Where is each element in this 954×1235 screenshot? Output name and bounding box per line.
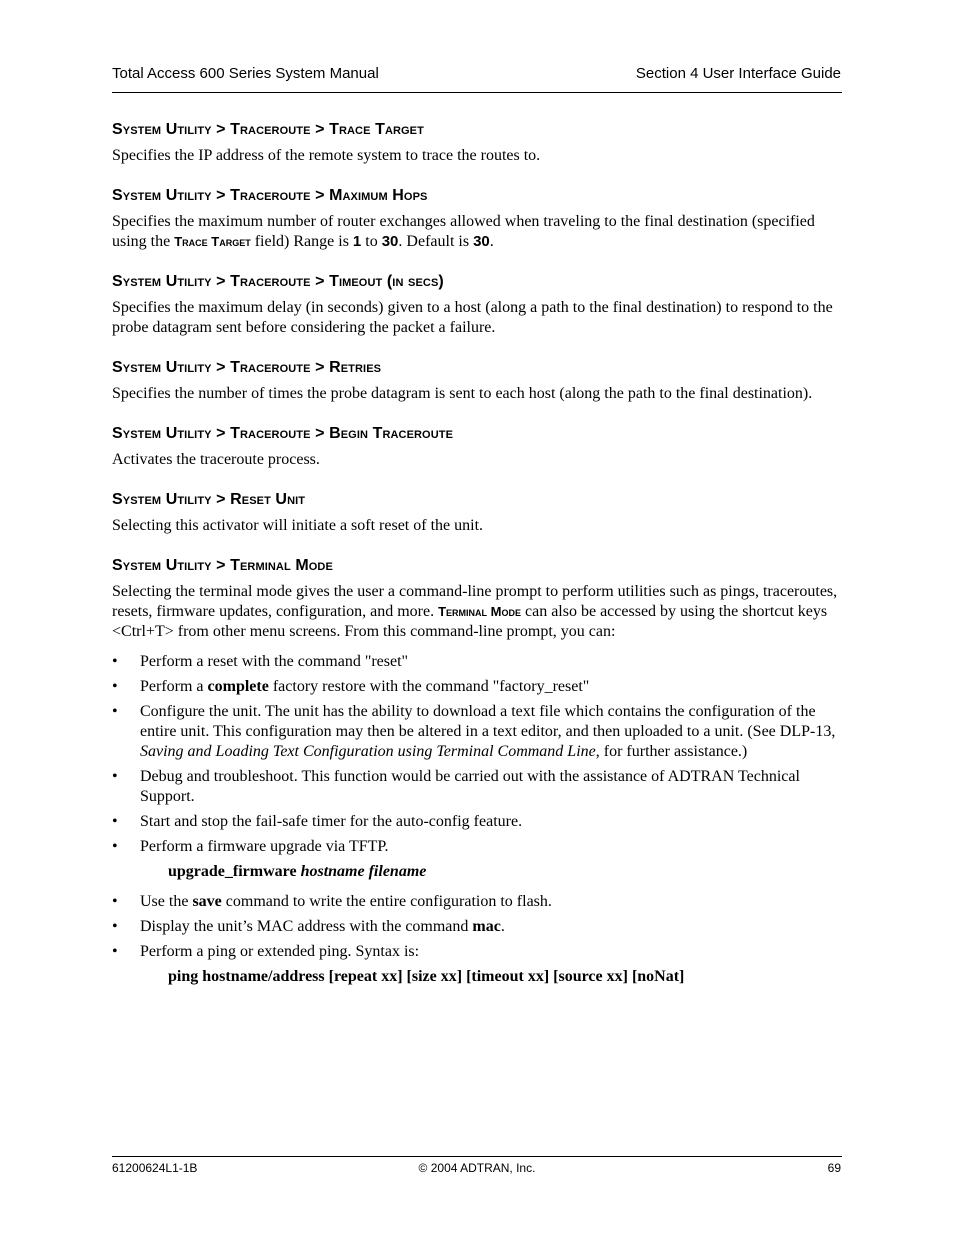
section-heading: System Utility > Reset Unit (112, 491, 306, 508)
range-max-value: 30 (381, 233, 399, 250)
section-reset-unit (112, 490, 844, 536)
document-reference: Saving and Loading Text Configuration using Terminal Command Line (140, 743, 596, 760)
ping-command-syntax: ping hostname/address [repeat xx] [size xx] [timeout xx] [source xx] [noNat] (168, 968, 685, 985)
bullet: • (112, 703, 118, 720)
section-timeout (112, 272, 844, 338)
section-begin-traceroute (112, 424, 844, 470)
list-item (112, 767, 844, 807)
list-item (112, 652, 844, 672)
body-text: . (489, 233, 494, 250)
list-item-text: , for further assistance.) (595, 743, 748, 760)
section-retries (112, 358, 844, 404)
section-maximum-hops (112, 186, 844, 252)
body-text: to (361, 233, 382, 250)
bullet: • (112, 768, 118, 785)
running-header-section: Section 4 User Interface Guide (635, 65, 841, 82)
section-heading: System Utility > Traceroute > Timeout (in secs) (112, 273, 444, 290)
page-number: 69 (827, 1161, 841, 1175)
section-heading: System Utility > Traceroute > Retries (112, 359, 382, 376)
list-item-text: Perform a firmware upgrade via TFTP. (140, 838, 389, 855)
section-body: Specifies the maximum delay (in seconds) given to a host (along a path to the final destination) to respond to the probe datagram sent before considering the packet a failure. (112, 299, 833, 336)
bullet: • (112, 678, 118, 695)
footer-rule (112, 1156, 842, 1157)
bullet: • (112, 653, 118, 670)
list-item (112, 702, 844, 762)
section-body: Specifies the number of times the probe datagram is sent to each host (along the path to the final destination). (112, 385, 813, 402)
list-item (112, 892, 844, 912)
list-item (112, 812, 844, 832)
command-name: upgrade_firmware (168, 863, 297, 880)
list-item-text: Configure the unit. The unit has the ability to download a text file which contains the configuration of the entire unit. This configuration may then be altered in a text editor, and then uploaded to a unit. (See DLP-13, (140, 703, 836, 740)
body-text: can also be accessed by using the shortcut keys <Ctrl+T> from other menu screens. From this command-line prompt, you can: (112, 603, 828, 640)
firmware-command-syntax (112, 862, 844, 882)
list-item (112, 677, 844, 697)
command-name: mac (472, 918, 501, 935)
command-args: hostname filename (300, 863, 427, 880)
section-body (112, 212, 844, 252)
list-item (112, 837, 844, 857)
document-number: 61200624L1-1B (112, 1161, 198, 1175)
list-item (112, 942, 844, 962)
section-body (112, 582, 844, 642)
section-body: Selecting this activator will initiate a soft reset of the unit. (112, 517, 484, 534)
list-item-text: . (500, 918, 505, 935)
section-heading: System Utility > Traceroute > Begin Traceroute (112, 425, 454, 442)
list-item-text: Perform a ping or extended ping. Syntax is: (140, 943, 420, 960)
range-min-value: 1 (352, 233, 362, 250)
body-text: field) Range is (250, 233, 353, 250)
capability-list (112, 652, 844, 857)
header-rule (112, 92, 842, 93)
bullet: • (112, 918, 118, 935)
running-header-title: Total Access 600 Series System Manual (112, 65, 379, 82)
bullet: • (112, 838, 118, 855)
list-item-text: Perform a reset with the command "reset" (140, 653, 409, 670)
command-name: save (192, 893, 222, 910)
list-item-text: Start and stop the fail-safe timer for the auto-config feature. (140, 813, 523, 830)
page-content (112, 120, 844, 997)
section-heading: System Utility > Traceroute > Trace Target (112, 121, 424, 138)
field-reference: Trace Target (174, 234, 251, 249)
section-body: Activates the traceroute process. (112, 451, 320, 468)
section-body: Specifies the IP address of the remote system to trace the routes to. (112, 147, 541, 164)
bullet: • (112, 813, 118, 830)
list-item-text: factory restore with the command "factory_reset" (268, 678, 590, 695)
bullet: • (112, 943, 118, 960)
section-heading: System Utility > Traceroute > Maximum Hops (112, 187, 428, 204)
copyright: © 2004 ADTRAN, Inc. (418, 1161, 536, 1175)
section-terminal-mode (112, 556, 844, 987)
list-item-text: command to write the entire configuration to flash. (221, 893, 552, 910)
default-value: 30 (473, 233, 490, 250)
bullet: • (112, 893, 118, 910)
field-reference: Terminal Mode (438, 604, 521, 619)
section-heading: System Utility > Terminal Mode (112, 557, 333, 574)
list-item-text: Display the unit’s MAC address with the command (140, 918, 473, 935)
capability-list-continued (112, 892, 844, 962)
body-text: . Default is (398, 233, 474, 250)
body-text: Specifies the maximum number of router exchanges allowed when traveling to the final destination (specified using the (112, 213, 815, 250)
body-text: Selecting the terminal mode gives the user a command-line prompt to perform utilities such as pings, traceroutes, resets, firmware updates, configuration, and more. (112, 583, 838, 620)
list-item (112, 917, 844, 937)
emphasis: complete (207, 678, 269, 695)
section-trace-target (112, 120, 844, 166)
list-item-text: Use the (140, 893, 193, 910)
list-item-text: Debug and troubleshoot. This function would be carried out with the assistance of ADTRAN Technical Support. (140, 768, 800, 805)
list-item-text: Perform a (140, 678, 208, 695)
